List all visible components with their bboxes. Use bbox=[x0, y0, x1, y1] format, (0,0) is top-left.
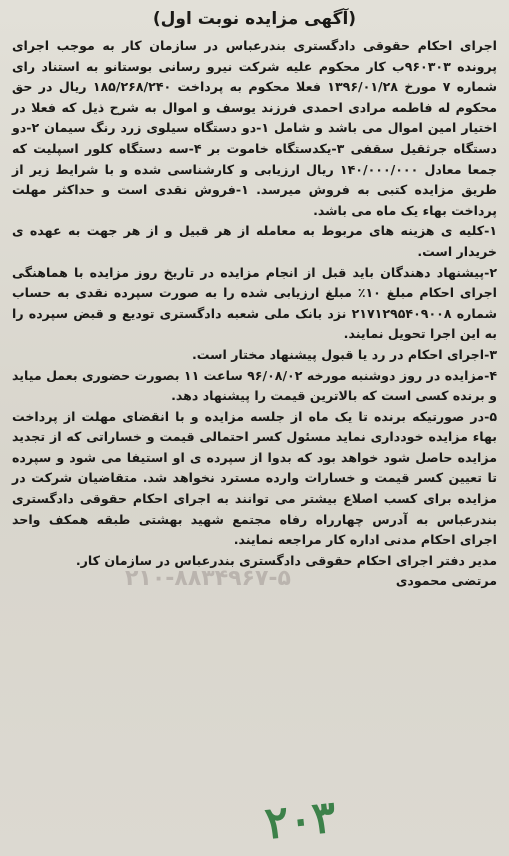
phone-watermark: ۲۱۰-۸۸۳۴۹۶۷-۵ bbox=[125, 566, 291, 591]
condition-3: ۳-اجرای احکام در رد یا قبول پیشنهاد مختار است. bbox=[192, 346, 497, 362]
signature-line: مدیر دفتر اجرای احکام حقوقی دادگستری بندرعباس در سازمان کار. bbox=[75, 552, 497, 568]
condition-5: ۵-در صورتیکه برنده تا یک ماه از جلسه مزایده و با انقضای مهلت از پرداخت بهاء مزایده خودداری نماید مسئول کسر احتمالی قیمت و خساراتی که از تجدید مزایده حاصل شود خواهد بود که بدوا از سپرده ی او استیفا می شود و سپرده تا تعیین کسر قیمت و خسارات وارده مسترد نخواهد شد. متقاضیان شرکت در مزایده برای کسب اصلاع بیشتر می توانند به اجرای احکام حقوقی دادگستری بندرعباس به آدرس چهارراه رفاه مجتمع شهید بهشتی طبقه همکف واحد اجرای احکام مدنی اداره کار مراجعه نمایند. bbox=[12, 408, 497, 548]
condition-4: ۴-مزایده در روز دوشنبه مورخه ۹۶/۰۸/۰۲ ساعت ۱۱ بصورت حضوری بعمل میاید و برنده کسی است که بالاترین قیمت را پیشنهاد دهد. bbox=[12, 367, 498, 404]
notice-title: (آگهی مزایده نوبت اول) bbox=[152, 9, 357, 29]
handwritten-number: ۲۰۳ bbox=[262, 791, 339, 850]
notice-body bbox=[12, 36, 497, 551]
signer-name: مرتضی محمودی bbox=[395, 573, 497, 589]
condition-2: ۲-پیشنهاد دهندگان باید قبل از انجام مزایده در تاریخ روز مزایده با هماهنگی اجرای احکام مبلغ ۱۰٪ مبلغ ارزیابی شده را به صورت سپرده نقدی به حساب شماره ۲۱۷۱۲۹۵۴۰۹۰۰۸ نزد بانک ملی شعبه دادگستری تودیع و قبض سپرده را به این اجرا تحویل نمایند. bbox=[12, 264, 497, 342]
notice-intro: اجرای احکام حقوقی دادگستری بندرعباس در سازمان کار به موجب اجرای پرونده ۹۶۰۳۰۳ب کار محکوم علیه شرکت نیرو رسانی بوستانو به استناد رای شماره ۷ مورخ ۱۳۹۶/۰۱/۲۸ فعلا محکوم به پرداخت ۱۸۵/۲۶۸/۲۴۰ ریال در حق محکوم له فاطمه مرادی احمدی فرزند یوسف و اموال به شرح ذیل که فعلا در اختیار امین اموال می باشد و شامل ۱-دو دستگاه سیلوی زرد رنگ سیمان ۲-دو دستگاه جرثقیل سقفی ۳-یکدستگاه خاموت بر ۴-سه دستگاه کلور اسپلیت که جمعا معادل ۱۴۰/۰۰۰/۰۰۰ ریال ارزیابی و کارشناسی شده و با شرایط زیر از طریق مزایده کتبی به فروش میرسد. ۱-فروش نقدی است و حداکثر مهلت پرداخت بهاء یک ماه می باشد. bbox=[12, 38, 498, 218]
condition-1: ۱-کلیه ی هزینه های مربوط به معامله از هر قبیل و از هر جهت به عهده ی خریدار است. bbox=[12, 223, 497, 259]
